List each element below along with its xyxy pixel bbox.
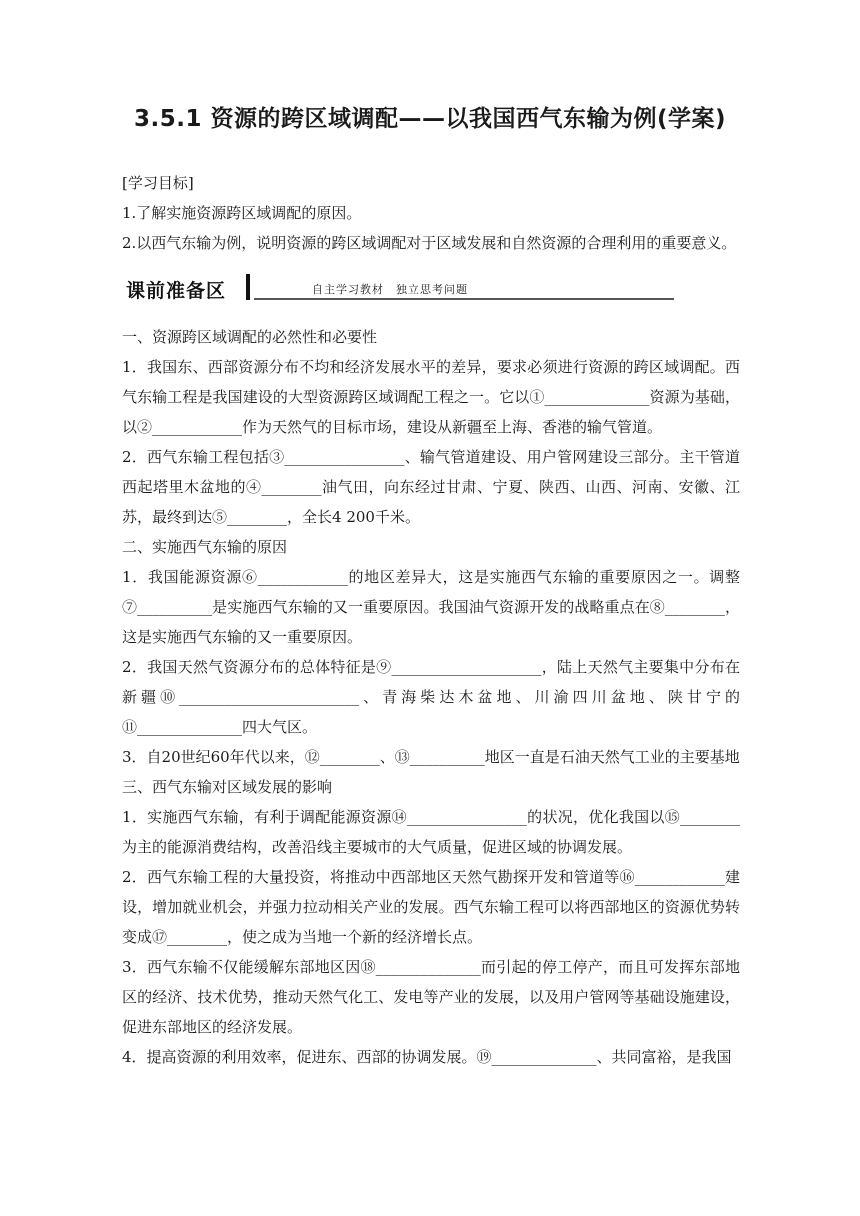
banner-title: 课前准备区 bbox=[126, 280, 227, 302]
section-heading: 三、西气东输对区域发展的影响 bbox=[122, 778, 333, 796]
section-1 bbox=[122, 322, 740, 532]
paragraph: 2．西气东输工程包括③________________、输气管道建设、用户管网建设三部分。主干管道西起塔里木盆地的④________油气田，向东经过甘肃、宁夏、陕西、山西、河南、安徽、江苏，最终到达⑤________，全长4 200千米。 bbox=[122, 448, 740, 526]
paragraph: 4．提高资源的利用效率，促进东、西部的协调发展。⑲______________、共同富裕，是我国 bbox=[122, 1048, 732, 1066]
paragraph: 3．自20世纪60年代以来，⑫________、⑬__________地区一直是石油天然气工业的主要基地 bbox=[122, 748, 740, 766]
paragraph: 1．我国东、西部资源分布不均和经济发展水平的差异，要求必须进行资源的跨区域调配。西气东输工程是我国建设的大型资源跨区域调配工程之一。它以①______________资源为基础，以②____________作为天然气的目标市场，建设从新疆至上海、香港的输气管道。 bbox=[122, 358, 740, 436]
objective-item: 1.了解实施资源跨区域调配的原因。 bbox=[122, 204, 362, 222]
paragraph: 3．西气东输不仅能缓解东部地区因⑱______________而引起的停工停产，而且可发挥东部地区的经济、技术优势，推动天然气化工、发电等产业的发展，以及用户管网等基础设施建设，促进东部地区的经济发展。 bbox=[122, 958, 740, 1036]
section-heading: 一、资源跨区域调配的必然性和必要性 bbox=[122, 328, 378, 346]
paragraph: 1．我国能源资源⑥____________的地区差异大，这是实施西气东输的重要原因之一。调整⑦__________是实施西气东输的又一重要原因。我国油气资源开发的战略重点在⑧________，这是实施西气东输的又一重要原因。 bbox=[122, 568, 740, 646]
section-3 bbox=[122, 772, 740, 1072]
banner-underline bbox=[254, 298, 674, 300]
section-banner bbox=[122, 268, 740, 314]
paragraph: 1．实施西气东输，有利于调配能源资源⑭________________的状况，优化我国以⑮________为主的能源消费结构，改善沿线主要城市的大气质量，促进区域的协调发展。 bbox=[122, 808, 740, 856]
page-title: 3.5.1 资源的跨区域调配——以我国西气东输为例(学案) bbox=[133, 106, 726, 132]
objective-item: 2.以西气东输为例，说明资源的跨区域调配对于区域发展和自然资源的合理利用的重要意义。 bbox=[122, 234, 737, 252]
banner-subtitle: 自主学习教材 独立思考问题 bbox=[312, 283, 468, 296]
objectives-heading: [学习目标] bbox=[122, 174, 194, 192]
paragraph: 2．我国天然气资源分布的总体特征是⑨____________________，陆上天然气主要集中分布在新疆⑩________________________、青海柴达木盆地、川渝四川盆地、陕甘宁的⑪______________四大气区。 bbox=[122, 658, 740, 736]
banner-divider bbox=[246, 274, 250, 300]
document-body bbox=[122, 168, 740, 1072]
section-heading: 二、实施西气东输的原因 bbox=[122, 538, 288, 556]
paragraph: 2．西气东输工程的大量投资，将推动中西部地区天然气勘探开发和管道等⑯____________建设，增加就业机会，并强力拉动相关产业的发展。西气东输工程可以将西部地区的资源优势转变成⑰________，使之成为当地一个新的经济增长点。 bbox=[122, 868, 740, 946]
section-2 bbox=[122, 532, 740, 772]
